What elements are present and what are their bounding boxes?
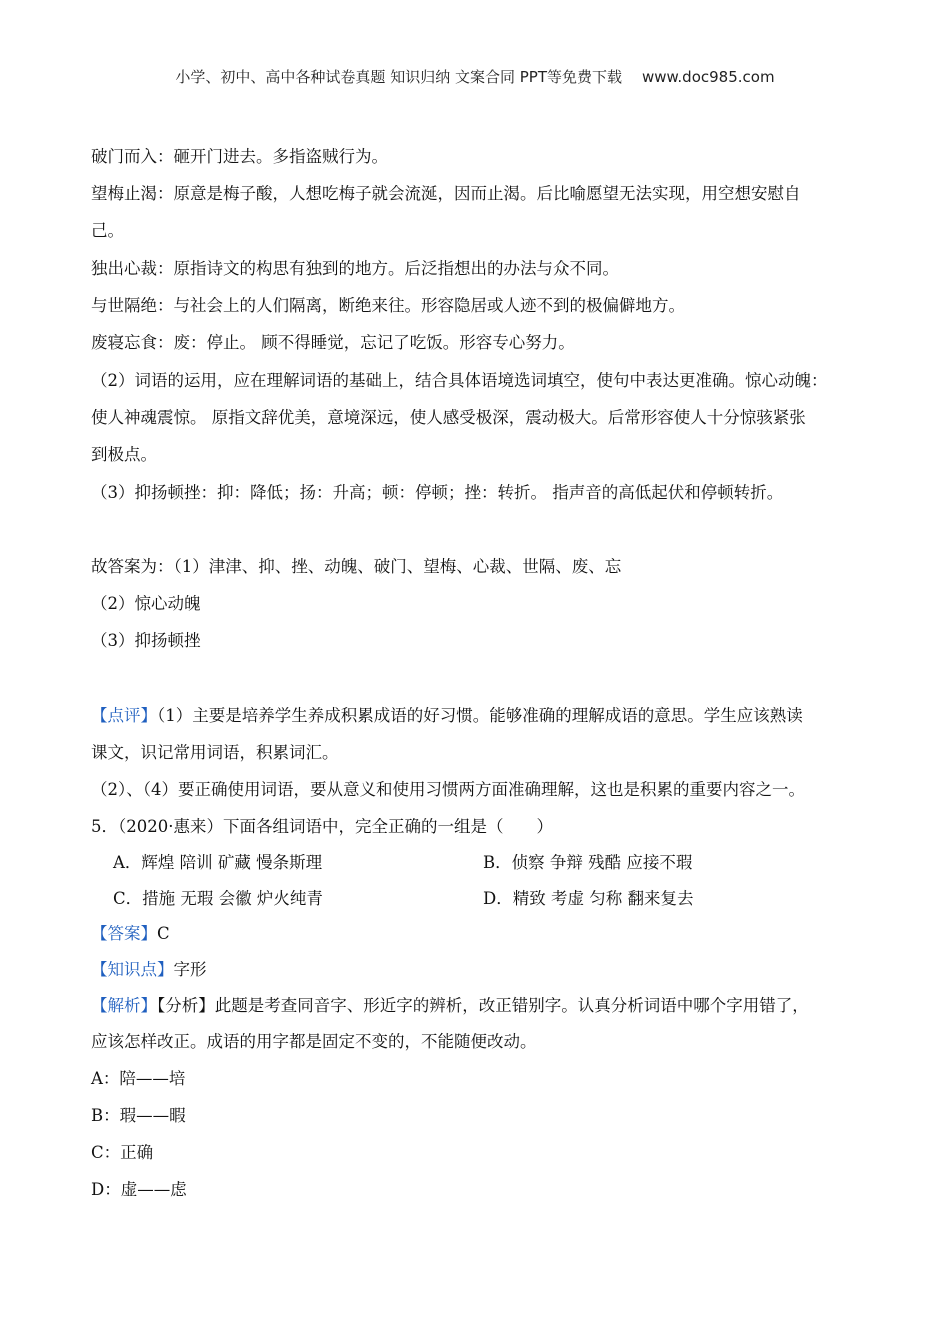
page-header — [0, 66, 950, 87]
answer-line-2: （2）惊心动魄 — [91, 594, 201, 613]
fix-c: C：正确 — [91, 1143, 154, 1162]
line-feiqin: 废寝忘食：废：停止。 顾不得睡觉，忘记了吃饭。形容专心努力。 — [91, 333, 575, 352]
line-pomen: 破门而入：砸开门进去。多指盗贼行为。 — [91, 147, 388, 166]
answer-row — [91, 915, 866, 952]
fix-b: B：瑕——暇 — [91, 1106, 186, 1125]
question-5: 5．（2020·惠来）下面各组词语中，完全正确的一组是（ ） — [91, 817, 553, 836]
option-c: C．措施 无瑕 会徽 炉火纯青 — [113, 889, 323, 908]
analysis-tag: 【解析】 — [91, 996, 157, 1015]
line-duchu: 独出心裁：原指诗文的构思有独到的地方。后泛指想出的办法与众不同。 — [91, 259, 619, 278]
answer-line-3: （3）抑扬顿挫 — [91, 631, 201, 650]
review-line-1 — [91, 697, 866, 734]
option-d: D．精致 考虚 匀称 翻来复去 — [483, 889, 694, 908]
answer-tag: 【答案】 — [91, 924, 157, 943]
line-wangmei-1: 望梅止渴：原意是梅子酸，人想吃梅子就会流涎，因而止渴。后比喻愿望无法实现，用空想安慰自 — [91, 184, 801, 203]
review-line-2: 课文，识记常用词语，积累词汇。 — [91, 743, 339, 762]
line-usage-2: 使人神魂震惊。 原指文辞优美，意境深远，使人感受极深，震动极大。后常形容使人十分惊骇紧张 — [91, 408, 806, 427]
answer-line-1: 故答案为：（1）津津、抑、挫、动魄、破门、望梅、心裁、世隔、废、忘 — [91, 557, 622, 576]
review-text-1: （1）主要是培养学生养成积累成语的好习惯。能够准确的理解成语的意思。学生应该熟读 — [157, 706, 803, 725]
fix-a: A：陪——培 — [91, 1069, 186, 1088]
header-text: 小学、初中、高中各种试卷真题 知识归纳 文案合同 PPT等免费下载 — [175, 68, 622, 86]
knowledge-value: 字形 — [173, 960, 207, 979]
fix-d: D：虚——虑 — [91, 1180, 187, 1199]
line-yushi: 与世隔绝：与社会上的人们隔离，断绝来往。形容隐居或人迹不到的极偏僻地方。 — [91, 296, 685, 315]
header-url[interactable]: www.doc985.com — [641, 68, 775, 86]
analysis-text-1: 【分析】此题是考查同音字、形近字的辨析，改正错别字。认真分析词语中哪个字用错了， — [157, 996, 809, 1015]
answer-value: C — [157, 924, 170, 943]
review-line-3: （2）、（4）要正确使用词语，要从意义和使用习惯两方面准确理解，这也是积累的重要内容之一。 — [91, 780, 805, 799]
review-tag: 【点评】 — [91, 706, 157, 725]
knowledge-row — [91, 951, 866, 988]
knowledge-tag: 【知识点】 — [91, 960, 174, 979]
line-usage-1: （2）词语的运用，应在理解词语的基础上，结合具体语境选词填空，使句中表达更准确。惊心动魄： — [91, 371, 828, 390]
analysis-row-2: 应该怎样改正。成语的用字都是固定不变的，不能随便改动。 — [91, 1032, 537, 1051]
option-b: B．侦察 争辩 残酷 应接不瑕 — [483, 853, 693, 872]
line-usage-3: 到极点。 — [91, 445, 157, 464]
analysis-row-1 — [91, 987, 866, 1024]
line-wangmei-2: 己。 — [91, 221, 124, 240]
option-a: A．辉煌 陪训 矿藏 慢条斯理 — [113, 853, 323, 872]
line-yiyang: （3）抑扬顿挫：抑：降低；扬：升高；顿：停顿；挫：转折。 指声音的高低起伏和停顿转折。 — [91, 483, 784, 502]
